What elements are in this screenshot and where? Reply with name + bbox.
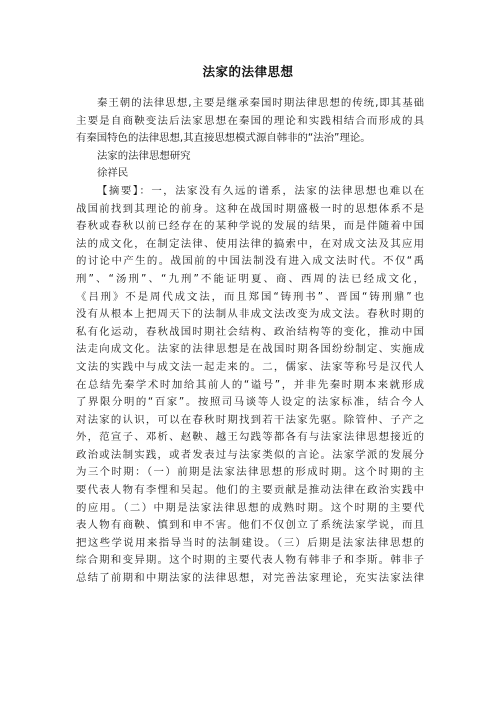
intro-line: 主要是自商鞅变法后法家思想在秦国的理论和实践相结合而形成的具	[76, 114, 424, 127]
abstract-line: 综合期和变异期。这个时期的主要代表人物有韩非子和李斯。韩非子	[76, 554, 424, 567]
abstract-line: 春秋或春秋以前已经存在的某种学说的发展的结果，而是伴随着中国	[76, 220, 424, 233]
abstract-line: 刑”、“汤刑”、“九刑”不能证明夏、商、西周的法已经成文化，	[76, 272, 424, 285]
abstract-line: 文法的实践中与成文法一起走来的。二，儒家、法家等称号是汉代人	[76, 360, 424, 373]
intro-line: 秦王朝的法律思想,主要是继承秦国时期法律思想的传统,即其基础	[97, 97, 424, 109]
document-title: 法家的法律思想	[202, 64, 294, 79]
paper-subtitle: 法家的法律思想研究	[97, 149, 191, 162]
abstract-line: 法走向成文化。法家的法律思想是在战国时期各国纷纷制定、实施成	[76, 343, 424, 356]
abstract-line: 政治或法制实践，或者发表过与法家类似的言论。法家学派的发展分	[76, 448, 424, 461]
abstract-line: 总结了前期和中期法家的法律思想，对完善法家理论，充实法家法律	[76, 572, 424, 585]
abstract-line: 在总结先秦学术时加给其前人的“谥号”，并非先秦时期本来就形成	[76, 378, 424, 391]
paper-author: 徐祥民	[97, 167, 129, 180]
abstract-line: 《吕刑》不是周代成文法，而且郑国“铸刑书”、晋国“铸刑鼎”也	[76, 290, 424, 303]
abstract-line: 把这些学说用来指导当时的法制建设。（三）后期是法家法律思想的	[76, 536, 424, 549]
abstract-line: 对法家的认识，可以在春秋时期找到若干法家先驱。除管仲、子产之	[76, 413, 424, 426]
abstract-line: 的应用。（二）中期是法家法律思想的成熟时期。这个时期的主要代	[76, 501, 424, 514]
document-body	[76, 95, 424, 588]
abstract-line: 要代表人物有李悝和吴起。他们的主要贡献是推动法律在政治实践中	[76, 484, 424, 497]
abstract-line: 战国前找到其理论的前身。这种在战国时期盛极一时的思想体系不是	[76, 202, 424, 215]
intro-line: 有秦国特色的法律思想,其直接思想模式源自韩非的“法治”理论。	[76, 132, 371, 145]
abstract-line: 私有化运动，春秋战国时期社会结构、政治结构等的变化，推动中国	[76, 325, 424, 338]
abstract-line: 了界限分明的“百家”。按照司马谈等人设定的法家标准，结合今人	[76, 396, 424, 409]
abstract-line: 为三个时期：（一）前期是法家法律思想的形成时期。这个时期的主	[76, 466, 424, 479]
abstract-line: 没有从根本上把周天下的法制从非成文法改变为成文法。春秋时期的	[76, 308, 424, 321]
abstract-line: 表人物有商鞅、慎到和申不害。他们不仅创立了系统法家学说，而且	[76, 519, 424, 532]
abstract-line: 外，范宣子、邓析、赵鞅、越王勾践等都各有与法家法律思想接近的	[76, 431, 424, 444]
abstract-line: 法的成文化，在制定法律、使用法律的搞索中，在对成文法及其应用	[76, 237, 424, 250]
abstract-line: 【摘要】：一，法家没有久远的谱系，法家的法律思想也难以在	[97, 184, 424, 197]
abstract-line: 的讨论中产生的。战国前的中国法制没有进入成文法时代。不仅“禹	[76, 255, 424, 268]
